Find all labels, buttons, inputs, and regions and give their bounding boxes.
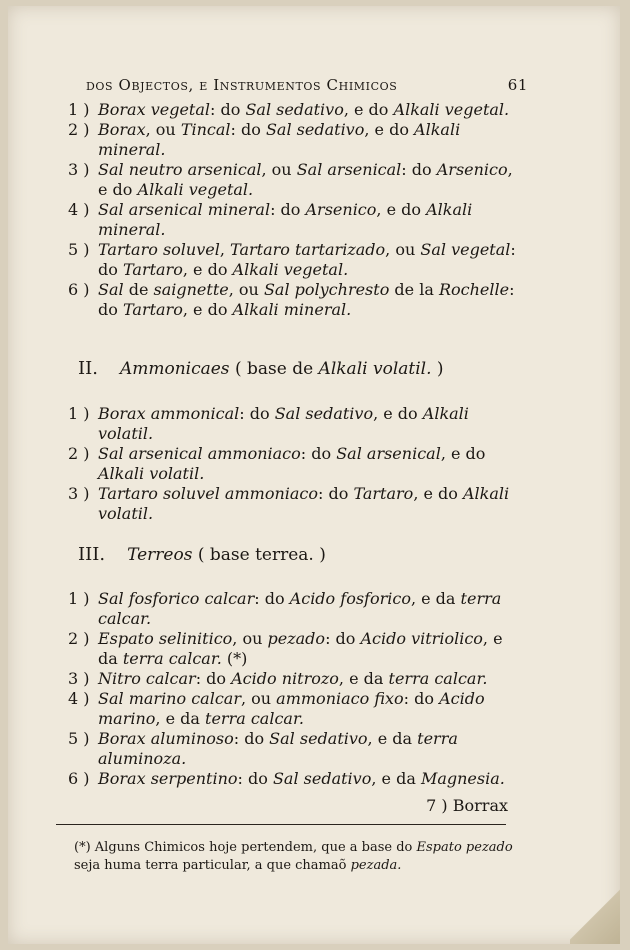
italic-term: Sal arsenical mineral (98, 200, 271, 219)
italic-term: Borax serpentino (98, 769, 238, 788)
text-run: , (219, 240, 231, 259)
italic-term: Sal vegetal (420, 240, 511, 259)
list-item (68, 589, 520, 629)
italic-term: terra aluminoza. (98, 729, 458, 768)
italic-term: Borax ammonical (98, 404, 240, 423)
list-item (68, 629, 520, 669)
list-item (68, 689, 520, 729)
text-run: (*) (221, 649, 248, 668)
italic-term: terra calcar. (388, 669, 488, 688)
text-run: , e da (410, 589, 461, 608)
italic-term: terra calcar. (122, 649, 222, 668)
list-item (68, 444, 520, 484)
text-run: : do (210, 100, 246, 119)
italic-term: Alkali volatil. (98, 404, 469, 443)
italic-term: Sal (98, 280, 124, 299)
item-number: 2 ) (68, 120, 90, 139)
item-number: 2 ) (68, 629, 90, 648)
list-item (68, 120, 520, 160)
text-run: , e do (182, 260, 233, 279)
italic-term: Sal arsenical (336, 444, 441, 463)
italic-term: Alkali mineral. (98, 120, 461, 159)
italic-term: Tincal (180, 120, 231, 139)
italic-term: Rochelle (438, 280, 510, 299)
running-header (86, 76, 528, 94)
italic-term: saignette (153, 280, 229, 299)
italic-term: Terreos (127, 545, 193, 565)
italic-term: terra calcar. (98, 589, 502, 628)
text-run: , e do (182, 300, 233, 319)
italic-term: Sal arsenical (296, 160, 402, 179)
text-run: ( base de (229, 359, 319, 379)
item-number: 1 ) (68, 589, 90, 608)
catchword: 7 ) Borrax (426, 796, 508, 815)
italic-term: ammoniaco fixo (276, 689, 404, 708)
item-number: 4 ) (68, 689, 90, 708)
italic-term: Alkali volatil. (318, 359, 432, 379)
footnote-rule (56, 824, 506, 825)
italic-term: Espato pezado (416, 840, 513, 855)
italic-term: Alkali vegetal. (393, 100, 510, 119)
item-number: 5 ) (68, 729, 90, 748)
italic-term: Ammonicaes (119, 359, 230, 379)
italic-term: Alkali volatil. (98, 464, 205, 483)
list-item (68, 160, 520, 200)
text-run: : do (98, 240, 516, 279)
text-run: : do (195, 669, 232, 688)
italic-term: Tartaro soluvel ammoniaco (98, 484, 318, 503)
page-corner-fold (570, 884, 620, 944)
footnote (56, 839, 526, 875)
item-number: 6 ) (68, 769, 90, 788)
item-number: 3 ) (68, 484, 90, 503)
text-run: , ou (145, 120, 181, 139)
text-run: , e do (440, 444, 486, 463)
text-run: , ou (385, 240, 421, 259)
italic-term: Magnesia. (420, 769, 505, 788)
italic-term: Acido marino (98, 689, 485, 728)
book-page (8, 6, 620, 944)
section-3-heading (78, 544, 326, 565)
text-run: de la (389, 280, 439, 299)
italic-term: Espato selinitico (98, 629, 233, 648)
item-number: 2 ) (68, 444, 90, 463)
italic-term: Alkali mineral. (232, 300, 352, 319)
text-run: (*) Alguns Chimicos hoje pertendem, que a base do (74, 840, 417, 855)
section-2-numeral: II. (78, 358, 98, 379)
item-number: 4 ) (68, 200, 90, 219)
italic-term: Nitro calcar (98, 669, 196, 688)
italic-term: Sal sedativo (265, 120, 365, 139)
italic-term: Sal sedativo (274, 404, 374, 423)
text-run: , e do (376, 200, 427, 219)
item-number: 5 ) (68, 240, 90, 259)
list-item (68, 280, 520, 320)
text-run: : do (230, 120, 266, 139)
italic-term: pezado (267, 629, 326, 648)
text-run: , ou (228, 280, 264, 299)
running-title: dos Objectos, e Instrumentos Chimicos (86, 76, 398, 94)
section-1-list (68, 100, 520, 320)
text-run: seja huma terra particular, a que chamaõ (74, 858, 351, 873)
italic-term: Borax vegetal (98, 100, 210, 119)
italic-term: Arsenico (305, 200, 377, 219)
text-run: : do (401, 160, 437, 179)
italic-term: Tartaro (122, 300, 183, 319)
section-3-list (68, 589, 520, 789)
text-run: , e da (155, 709, 206, 728)
italic-term: Tartaro (122, 260, 183, 279)
list-item (68, 729, 520, 769)
text-run: : do (300, 444, 337, 463)
section-3-numeral: III. (78, 544, 106, 565)
list-item (68, 100, 520, 120)
text-run: ) (431, 359, 444, 379)
text-run: , e do (364, 120, 415, 139)
list-item (68, 669, 520, 689)
section-3-title (127, 545, 326, 565)
text-run: : do (237, 769, 273, 788)
footnote-text (56, 839, 526, 875)
italic-term: Arsenico (436, 160, 508, 179)
text-run: , e do (413, 484, 463, 503)
text-run: : do (270, 200, 306, 219)
italic-term: Alkali vegetal. (232, 260, 349, 279)
text-run: : do (239, 404, 275, 423)
text-run: , e da (98, 629, 503, 668)
text-run: ( base terrea. ) (192, 545, 326, 565)
italic-term: Borax aluminoso (98, 729, 234, 748)
text-run: , e do (98, 160, 513, 199)
text-run: , ou (240, 689, 277, 708)
italic-term: Sal fosforico calcar (98, 589, 255, 608)
italic-term: Tartaro tartarizado (230, 240, 386, 259)
text-run: , ou (261, 160, 297, 179)
section-2-title (120, 359, 444, 379)
italic-term: Sal marino calcar (98, 689, 241, 708)
italic-term: Acido vitriolico (360, 629, 483, 648)
page-number: 61 (507, 76, 528, 94)
italic-term: Sal arsenical ammoniaco (98, 444, 301, 463)
italic-term: Borax (98, 120, 146, 139)
item-number: 3 ) (68, 160, 90, 179)
list-item (68, 240, 520, 280)
text-run: : do (233, 729, 270, 748)
italic-term: Alkali mineral. (98, 200, 473, 239)
text-run: : do (318, 484, 354, 503)
text-run: : do (325, 629, 361, 648)
text-run: : do (98, 280, 515, 319)
italic-term: Tartaro (353, 484, 414, 503)
text-run: , ou (232, 629, 268, 648)
italic-term: Acido nitrozo (231, 669, 339, 688)
italic-term: Alkali vegetal. (137, 180, 254, 199)
italic-term: Alkali volatil. (98, 484, 510, 523)
text-run: , e do (373, 404, 423, 423)
italic-term: Sal sedativo (245, 100, 344, 119)
text-run: , e da (371, 769, 421, 788)
italic-term: terra calcar. (205, 709, 304, 728)
italic-term: Sal sedativo (272, 769, 372, 788)
list-item (68, 484, 520, 524)
text-run: : do (403, 689, 440, 708)
text-run: de (123, 280, 154, 299)
list-item (68, 200, 520, 240)
item-number: 1 ) (68, 100, 90, 119)
item-number: 6 ) (68, 280, 90, 299)
italic-term: Sal neutro arsenical (98, 160, 262, 179)
section-2-list (68, 404, 520, 524)
italic-term: Acido fosforico (289, 589, 411, 608)
italic-term: Tartaro soluvel (98, 240, 220, 259)
item-number: 3 ) (68, 669, 90, 688)
italic-term: Sal sedativo (269, 729, 368, 748)
text-run: : do (254, 589, 290, 608)
list-item (68, 769, 520, 789)
text-run: , e da (338, 669, 389, 688)
list-item (68, 404, 520, 444)
text-run: , e do (343, 100, 394, 119)
text-run: , e da (367, 729, 418, 748)
item-number: 1 ) (68, 404, 90, 423)
section-2-heading (78, 358, 444, 379)
italic-term: pezada. (350, 858, 402, 873)
italic-term: Sal polychresto (263, 280, 390, 299)
